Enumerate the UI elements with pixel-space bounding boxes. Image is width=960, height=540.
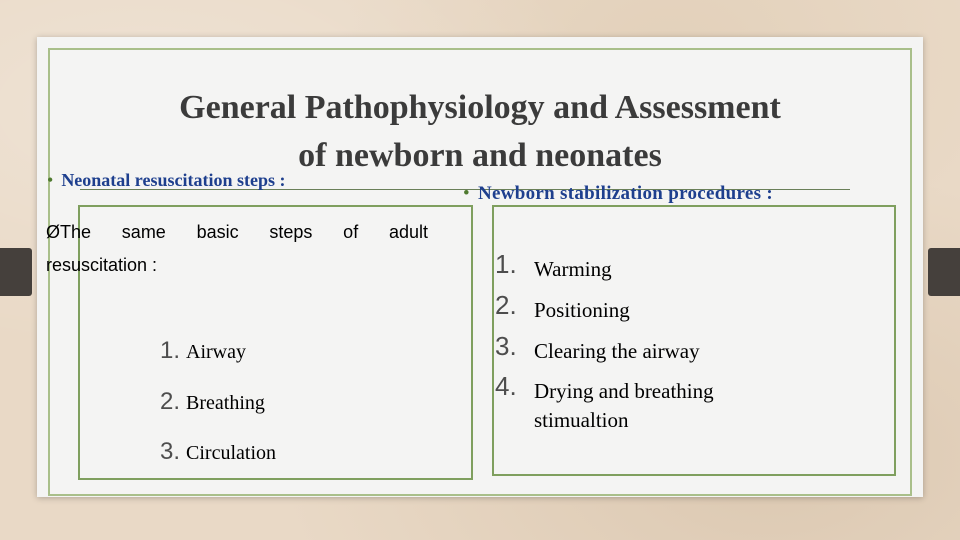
intro-line-2: resuscitation : — [46, 255, 158, 275]
bullet-icon: • — [47, 170, 54, 190]
list-text: Warming — [534, 257, 612, 281]
right-side-tab — [928, 248, 960, 296]
list-text: Breathing — [186, 392, 265, 414]
list-item — [160, 438, 276, 466]
title-line-2: of newborn and neonates — [298, 137, 662, 174]
list-text: Airway — [186, 341, 246, 363]
list-text: Drying and breathing stimualtion — [534, 379, 714, 432]
bullet-icon: • — [463, 183, 470, 204]
resuscitation-heading — [47, 170, 285, 191]
arrow-bullet-icon: Ø — [46, 222, 61, 242]
adult-steps-intro — [46, 220, 428, 244]
list-item — [160, 388, 265, 416]
title-line-1: General Pathophysiology and Assessment — [179, 89, 781, 126]
list-number: 3. — [495, 331, 517, 361]
resuscitation-heading-text: Neonatal resuscitation steps : — [61, 170, 286, 190]
list-number: 1. — [495, 249, 517, 279]
list-text: Positioning — [534, 298, 630, 322]
list-item — [160, 337, 246, 365]
list-number: 1. — [160, 337, 181, 364]
left-side-tab — [0, 248, 32, 296]
list-text: Clearing the airway — [534, 339, 700, 363]
list-text: Circulation — [186, 442, 276, 464]
list-number: 2. — [495, 290, 517, 320]
intro-line-1: The same basic steps of adult — [60, 222, 428, 242]
stabilization-heading-text: Newborn stabilization procedures : — [477, 183, 773, 204]
slide-title — [37, 84, 923, 180]
stabilization-heading — [463, 183, 773, 205]
list-number: 3. — [160, 438, 181, 465]
list-number: 2. — [160, 388, 181, 415]
list-number: 4. — [495, 371, 517, 401]
